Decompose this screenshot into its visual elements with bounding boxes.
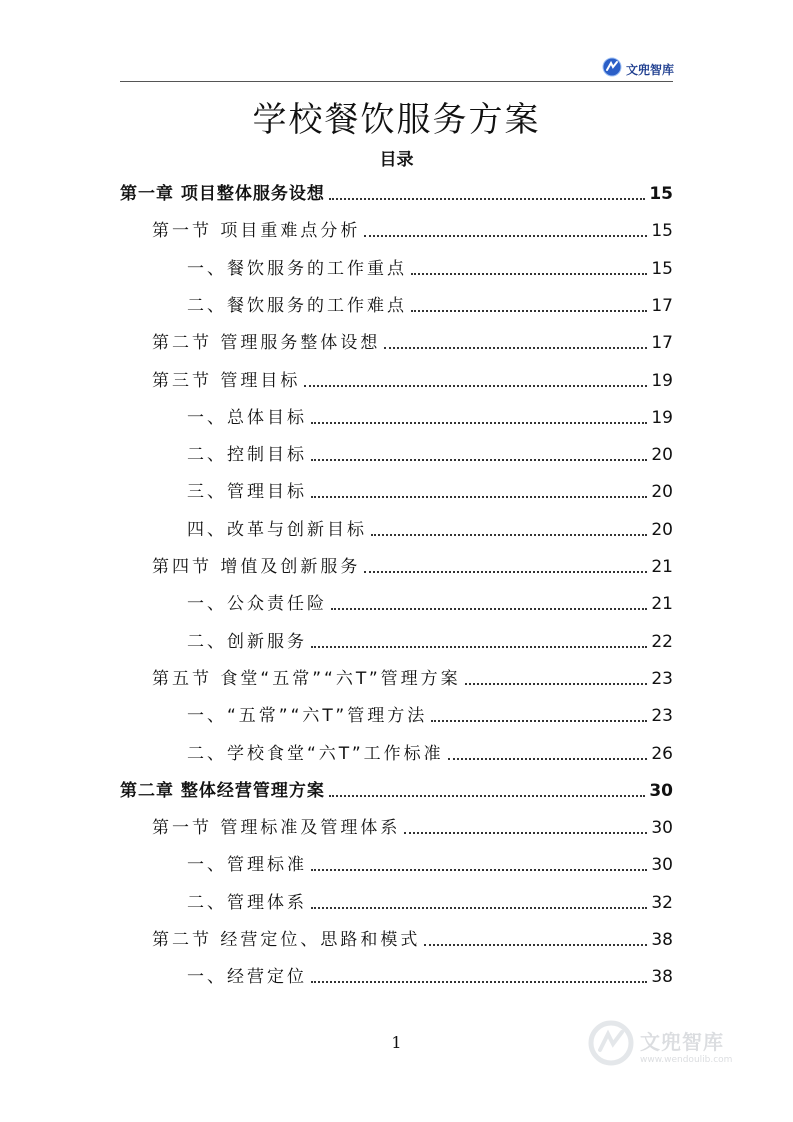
toc-entry[interactable] — [152, 813, 673, 839]
toc-entry-label: 一、经营定位 — [187, 967, 307, 988]
toc-entry[interactable] — [187, 962, 673, 988]
toc-entry-page: 38 — [651, 967, 673, 988]
toc-entry[interactable] — [187, 440, 673, 466]
toc-entry-page: 21 — [651, 557, 673, 577]
toc-entry-page: 38 — [651, 930, 673, 950]
toc-entry-page: 26 — [651, 743, 673, 764]
toc-entry[interactable] — [187, 477, 673, 503]
toc-entry-label: 二、控制目标 — [187, 445, 307, 466]
logo-text: 文兜智库 — [626, 62, 675, 77]
toc-dot-leader — [424, 944, 647, 946]
header-rule — [120, 81, 673, 82]
toc-dot-leader — [311, 646, 647, 648]
toc-dot-leader — [371, 534, 647, 536]
toc-heading: 目录 — [379, 150, 414, 170]
toc-entry-page: 23 — [651, 706, 673, 727]
toc-entry-page: 17 — [651, 333, 673, 354]
toc-entry-page: 32 — [651, 892, 673, 913]
toc-entry[interactable] — [187, 739, 673, 765]
toc-entry[interactable] — [152, 216, 673, 242]
toc-entry-label: 第一节 项目重难点分析 — [152, 221, 361, 242]
toc-entry[interactable] — [187, 403, 673, 429]
toc-entry-page: 20 — [651, 445, 673, 466]
page-number: 1 — [391, 1033, 402, 1052]
toc-dot-leader — [431, 720, 647, 722]
toc-entry[interactable] — [152, 552, 673, 578]
toc-dot-leader — [411, 273, 647, 275]
toc-dot-leader — [384, 347, 647, 349]
toc-dot-leader — [364, 571, 647, 573]
toc-entry[interactable] — [187, 627, 673, 653]
toc-dot-leader — [364, 235, 647, 237]
toc-entry-label: 二、学校食堂“六T”工作标准 — [187, 743, 444, 764]
document-title: 学校餐饮服务方案 — [252, 100, 541, 140]
toc-dot-leader — [331, 608, 647, 610]
toc-entry-label: 四、改革与创新目标 — [187, 519, 367, 540]
toc-entry-page: 19 — [651, 407, 673, 428]
watermark-name: 文兜智库 — [640, 1029, 724, 1054]
toc-dot-leader — [311, 459, 647, 461]
toc-entry-label: 第二节 管理服务整体设想 — [152, 333, 381, 354]
toc-entry-label: 一、总体目标 — [187, 407, 307, 428]
toc-entry[interactable] — [120, 179, 673, 205]
toc-entry-page: 15 — [651, 221, 673, 242]
toc-entry-page: 15 — [649, 184, 673, 204]
toc-dot-leader — [404, 832, 647, 834]
toc-entry-label: 一、“五常”“六T”管理方法 — [187, 706, 428, 727]
toc-entry[interactable] — [152, 664, 673, 690]
toc-entry-label: 一、餐饮服务的工作重点 — [187, 258, 407, 279]
toc-dot-leader — [448, 758, 648, 760]
watermark — [588, 1020, 732, 1070]
toc-entry[interactable] — [187, 701, 673, 727]
toc-entry-label: 第五节 食堂“五常”“六T”管理方案 — [152, 668, 461, 689]
toc-entry-page: 30 — [651, 855, 673, 876]
toc-entry[interactable] — [152, 328, 673, 354]
toc-entry-page: 15 — [651, 258, 673, 279]
toc-entry-page: 19 — [651, 370, 673, 391]
toc-entry-label: 一、公众责任险 — [187, 594, 327, 615]
toc-entry[interactable] — [152, 366, 673, 392]
toc-entry-page: 20 — [651, 482, 673, 503]
toc-entry[interactable] — [187, 291, 673, 317]
toc-dot-leader — [465, 683, 648, 685]
toc-dot-leader — [304, 385, 647, 387]
toc-entry-label: 二、管理体系 — [187, 892, 307, 913]
header-logo — [602, 59, 674, 79]
toc-entry[interactable] — [187, 589, 673, 615]
toc-entry-page: 30 — [649, 780, 673, 801]
watermark-url: www.wendoulib.com — [640, 1054, 733, 1065]
toc-dot-leader — [411, 310, 647, 312]
toc-dot-leader — [311, 907, 647, 909]
toc-dot-leader — [311, 496, 647, 498]
toc-dot-leader — [311, 981, 647, 983]
toc-entry-label: 第二节 经营定位、思路和模式 — [152, 930, 421, 950]
toc-entry-page: 21 — [651, 594, 673, 615]
toc-entry[interactable] — [152, 925, 673, 951]
toc-entry[interactable] — [187, 515, 673, 541]
toc-entry-label: 第三节 管理目标 — [152, 370, 301, 391]
toc-entry[interactable] — [187, 850, 673, 876]
toc-entry-page: 17 — [651, 295, 673, 316]
toc-entry-label: 第一节 管理标准及管理体系 — [152, 818, 401, 839]
watermark-logo-icon — [588, 1020, 634, 1070]
toc-entry-label: 三、管理目标 — [187, 482, 307, 503]
toc-entry-page: 23 — [651, 668, 673, 689]
toc-dot-leader — [311, 869, 647, 871]
toc-dot-leader — [329, 198, 645, 200]
toc-entry-page: 20 — [651, 519, 673, 540]
brand-logo-icon — [602, 57, 622, 81]
toc-entry[interactable] — [187, 888, 673, 914]
toc-dot-leader — [311, 422, 647, 424]
toc-entry-label: 二、餐饮服务的工作难点 — [187, 295, 407, 316]
toc-entry-label: 二、创新服务 — [187, 631, 307, 652]
toc-entry-label: 第四节 增值及创新服务 — [152, 557, 361, 577]
toc-entry-label: 第一章 项目整体服务设想 — [120, 184, 325, 204]
toc-dot-leader — [329, 795, 645, 797]
toc-entry[interactable] — [187, 254, 673, 280]
toc-entry-label: 一、管理标准 — [187, 855, 307, 876]
toc-entry[interactable] — [120, 776, 673, 802]
toc-entry-page: 22 — [651, 631, 673, 652]
toc-entry-page: 30 — [651, 818, 673, 839]
toc-entry-label: 第二章 整体经营管理方案 — [120, 780, 325, 801]
